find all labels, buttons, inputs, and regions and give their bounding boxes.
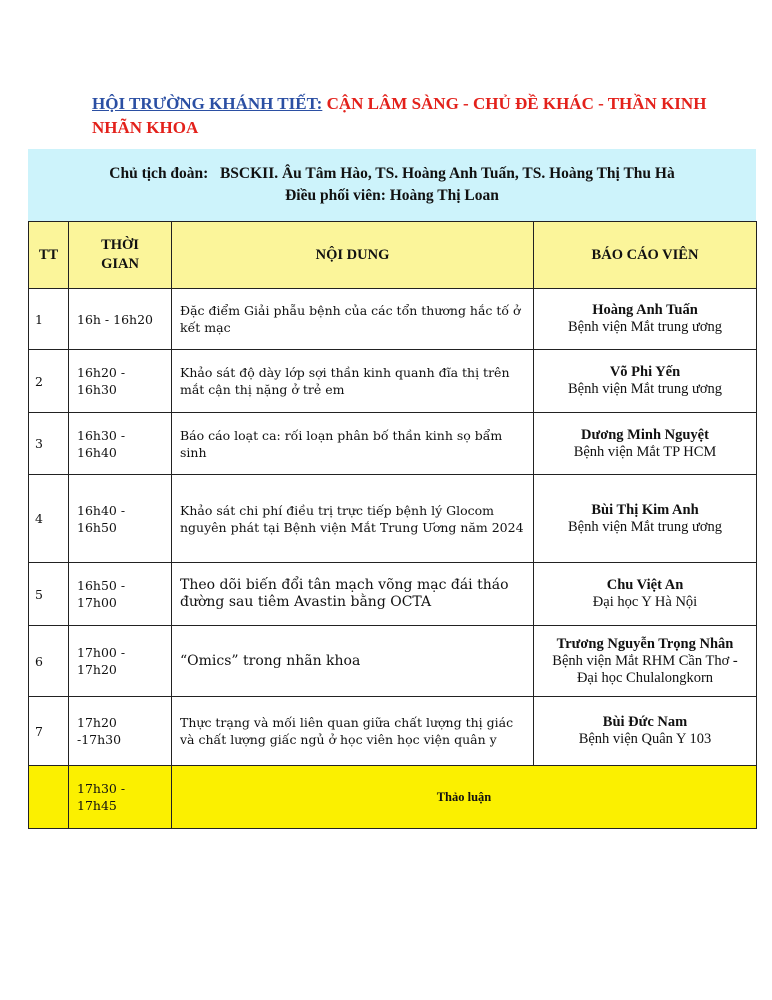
header-speaker: BÁO CÁO VIÊN [534,222,757,289]
program-table [28,221,757,829]
row-number: 7 [29,697,69,766]
speaker-name: Hoàng Anh Tuấn [592,302,698,318]
speaker-name: Bùi Thị Kim Anh [591,501,699,518]
row-number: 5 [29,563,69,626]
chair-line: Chủ tịch đoàn: BSCKII. Âu Tâm Hào, TS. Hoàng Anh Tuấn, TS. Hoàng Thị Thu Hà [109,165,675,182]
speaker-affiliation: Bệnh viện Mắt RHM Cần Thơ - Đại học Chulalongkorn [552,652,738,686]
row-number: 1 [29,289,69,350]
row-speaker [534,350,757,413]
row-speaker [534,697,757,766]
header-tt: TT [29,222,69,289]
discussion-number [29,766,69,829]
speaker-name: Trương Nguyễn Trọng Nhân [556,635,734,652]
table-row [29,563,757,626]
row-time: 17h00 - 17h20 [69,626,172,697]
header-content: NỘI DUNG [172,222,534,289]
row-content: “Omics” trong nhãn khoa [172,626,534,697]
row-speaker [534,413,757,475]
row-time: 17h20 -17h30 [69,697,172,766]
row-time: 16h50 - 17h00 [69,563,172,626]
speaker-name: Bùi Đức Nam [602,714,688,730]
speaker-name: Dương Minh Nguyệt [581,426,709,443]
hall-name: HỘI TRƯỜNG KHÁNH TIẾT: [92,94,323,113]
row-speaker [534,563,757,626]
speaker-affiliation: Bệnh viện Quân Y 103 [578,731,712,747]
speaker-affiliation: Bệnh viện Mắt trung ương [567,319,723,335]
row-number: 6 [29,626,69,697]
speaker-affiliation: Đại học Y Hà Nội [592,594,698,610]
discussion-time: 17h30 - 17h45 [69,766,172,829]
table-row [29,626,757,697]
discussion-label: Thảo luận [172,766,757,829]
coordinator-line: Điều phối viên: Hoàng Thị Loan [285,187,499,204]
table-row [29,289,757,350]
discussion-row [29,766,757,829]
row-content: Khảo sát chi phí điều trị trực tiếp bệnh lý Glocom nguyên phát tại Bệnh viện Mắt Trung Ương năm 2024 [172,475,534,563]
row-speaker [534,475,757,563]
row-number: 4 [29,475,69,563]
speaker-affiliation: Bệnh viện Mắt trung ương [567,518,723,535]
table-row [29,350,757,413]
table-header-row [29,222,757,289]
row-speaker [534,289,757,350]
speaker-affiliation: Bệnh viện Mắt trung ương [567,381,723,397]
speaker-name: Chu Việt An [606,577,684,593]
header-time: THỜI GIAN [69,222,172,289]
row-number: 3 [29,413,69,475]
session-topic: CẬN LÂM SÀNG - CHỦ ĐỀ KHÁC - THẦN KINH NHÃN KHOA [92,94,707,137]
row-content: Đặc điểm Giải phẫu bệnh của các tổn thương hắc tố ở kết mạc [172,289,534,350]
row-content: Báo cáo loạt ca: rối loạn phân bố thần kinh sọ bẩm sinh [172,413,534,475]
table-row [29,697,757,766]
row-time: 16h - 16h20 [69,289,172,350]
row-number: 2 [29,350,69,413]
chair-panel [28,149,756,221]
row-speaker [534,626,757,697]
row-time: 16h40 - 16h50 [69,475,172,563]
row-content: Thực trạng và mối liên quan giữa chất lượng thị giác và chất lượng giấc ngủ ở học viên học viện quân y [172,697,534,766]
row-content: Theo dõi biến đổi tân mạch võng mạc đái tháo đường sau tiêm Avastin bằng OCTA [172,563,534,626]
speaker-affiliation: Bệnh viện Mắt TP HCM [573,443,717,460]
row-content: Khảo sát độ dày lớp sợi thần kinh quanh đĩa thị trên mắt cận thị nặng ở trẻ em [172,350,534,413]
session-heading [92,92,712,140]
row-time: 16h20 - 16h30 [69,350,172,413]
speaker-name: Võ Phi Yến [609,364,681,380]
table-row [29,413,757,475]
row-time: 16h30 - 16h40 [69,413,172,475]
table-row [29,475,757,563]
